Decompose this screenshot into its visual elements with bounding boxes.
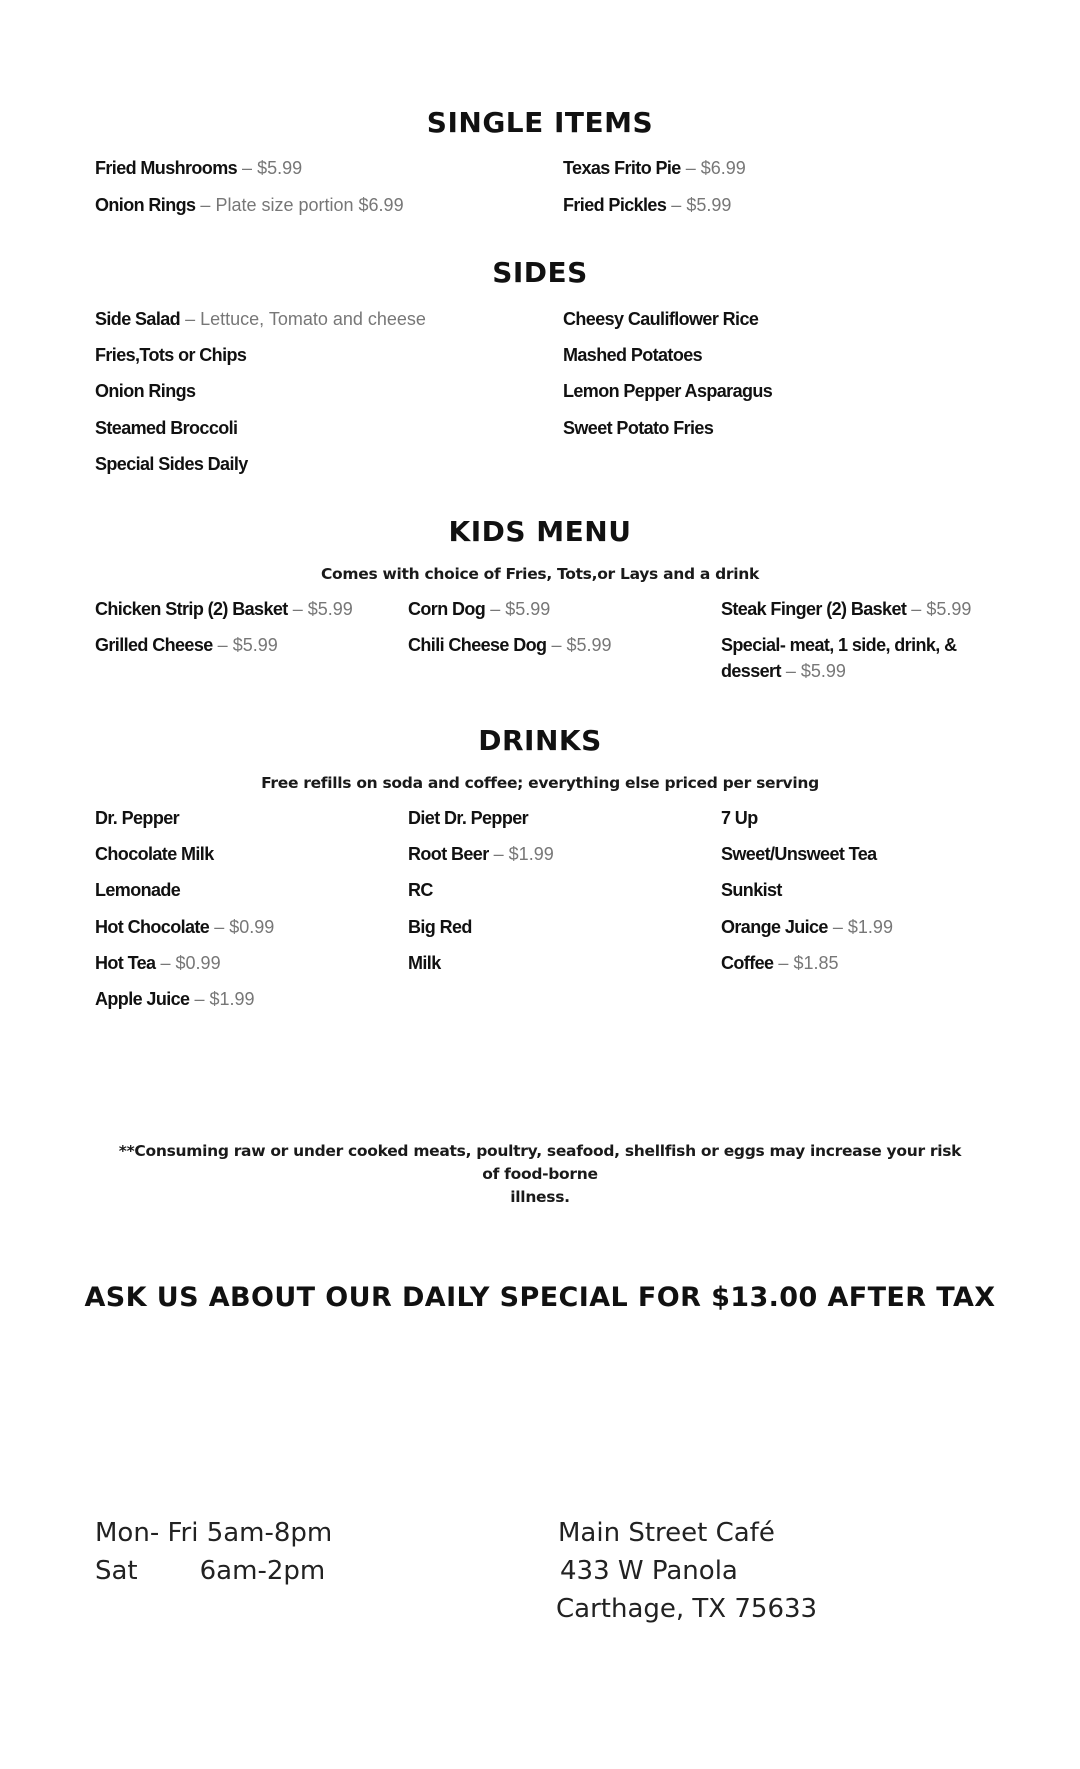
drink-item: Big Red	[408, 917, 472, 937]
drink-item: Coffee – $1.85	[721, 953, 839, 973]
drink-item: Dr. Pepper	[95, 808, 180, 828]
drink-item: Diet Dr. Pepper	[408, 808, 529, 828]
menu-item: Fried Pickles – $5.99	[563, 195, 732, 215]
drink-item: RC	[408, 880, 433, 900]
address-name: Main Street Café	[558, 1518, 775, 1548]
food-safety-disclaimer: **Consuming raw or under cooked meats, poultry, seafood, shellfish or eggs may increase your risk of food-borne illness.	[118, 1142, 962, 1206]
drink-item: Hot Tea – $0.99	[95, 953, 221, 973]
sides-heading: SIDES	[492, 256, 588, 289]
single-items-heading: SINGLE ITEMS	[426, 106, 654, 139]
drinks-note: Free refills on soda and coffee; everything else priced per serving	[261, 774, 819, 792]
drink-item: Sweet/Unsweet Tea	[721, 844, 877, 864]
side-item: Fries,Tots or Chips	[95, 345, 247, 365]
drink-item: Chocolate Milk	[95, 844, 214, 864]
menu-item: Fried Mushrooms – $5.99	[95, 158, 303, 178]
kids-item: Special- meat, 1 side, drink, & dessert – $5.99	[721, 635, 957, 681]
daily-special-banner: ASK US ABOUT OUR DAILY SPECIAL FOR $13.00 AFTER TAX	[84, 1282, 996, 1313]
kids-item: Chicken Strip (2) Basket – $5.99	[95, 599, 353, 619]
side-item: Special Sides Daily	[95, 454, 248, 474]
drink-item: Hot Chocolate – $0.99	[95, 917, 275, 937]
drink-item: Apple Juice – $1.99	[95, 989, 255, 1009]
menu-item: Onion Rings – Plate size portion $6.99	[95, 195, 404, 215]
side-item: Lemon Pepper Asparagus	[563, 381, 773, 401]
drinks-heading: DRINKS	[478, 724, 602, 757]
address-city: Carthage, TX 75633	[556, 1594, 818, 1624]
hours-saturday: Sat 6am-2pm	[95, 1556, 326, 1586]
hours-weekday: Mon- Fri 5am-8pm	[95, 1518, 333, 1548]
side-item: Cheesy Cauliflower Rice	[563, 309, 759, 329]
address-street: 433 W Panola	[560, 1556, 738, 1586]
kids-menu-note: Comes with choice of Fries, Tots,or Lays and a drink	[320, 565, 760, 583]
drink-item: Lemonade	[95, 880, 181, 900]
side-item: Steamed Broccoli	[95, 418, 238, 438]
drink-item: 7 Up	[721, 808, 758, 828]
side-item: Mashed Potatoes	[563, 345, 703, 365]
kids-item: Chili Cheese Dog – $5.99	[408, 635, 612, 655]
kids-menu-heading: KIDS MENU	[448, 515, 632, 548]
side-item: Onion Rings	[95, 381, 196, 401]
kids-item: Steak Finger (2) Basket – $5.99	[721, 599, 972, 619]
drink-item: Milk	[408, 953, 441, 973]
drink-item: Root Beer – $1.99	[408, 844, 554, 864]
side-item: Side Salad – Lettuce, Tomato and cheese	[95, 309, 426, 329]
menu-item: Texas Frito Pie – $6.99	[563, 158, 746, 178]
kids-item: Grilled Cheese – $5.99	[95, 635, 278, 655]
side-item: Sweet Potato Fries	[563, 418, 714, 438]
drink-item: Sunkist	[721, 880, 782, 900]
kids-item: Corn Dog – $5.99	[408, 599, 551, 619]
drink-item: Orange Juice – $1.99	[721, 917, 893, 937]
